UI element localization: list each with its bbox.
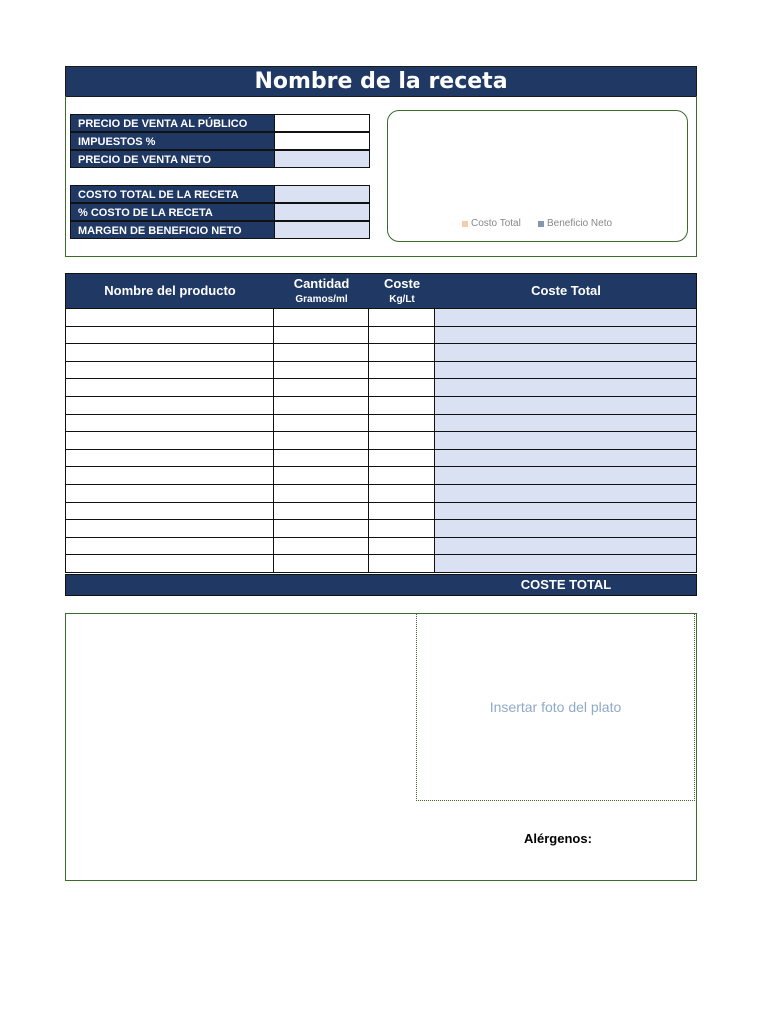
table-row bbox=[65, 362, 697, 380]
total-cost-value bbox=[274, 185, 370, 203]
cell-cost[interactable] bbox=[368, 450, 435, 468]
ingredients-body bbox=[65, 309, 697, 573]
price-public-input[interactable] bbox=[274, 114, 370, 132]
cell-product[interactable] bbox=[65, 344, 274, 362]
cell-product[interactable] bbox=[65, 503, 274, 521]
table-row bbox=[65, 327, 697, 345]
cell-total bbox=[434, 379, 697, 397]
cell-quantity[interactable] bbox=[273, 397, 369, 415]
cell-quantity[interactable] bbox=[273, 362, 369, 380]
cell-product[interactable] bbox=[65, 327, 274, 345]
cell-total bbox=[434, 344, 697, 362]
margin-value bbox=[274, 221, 370, 239]
tax-label: IMPUESTOS % bbox=[70, 132, 274, 150]
table-row bbox=[65, 555, 697, 573]
cell-quantity[interactable] bbox=[273, 503, 369, 521]
allergens-label: Alérgenos: bbox=[524, 831, 592, 846]
cell-total bbox=[434, 450, 697, 468]
cell-product[interactable] bbox=[65, 520, 274, 538]
table-row bbox=[65, 344, 697, 362]
legend-item-profit bbox=[538, 218, 612, 229]
cell-cost[interactable] bbox=[368, 467, 435, 485]
cell-total bbox=[434, 555, 697, 573]
ingredients-header bbox=[65, 273, 697, 309]
header-quantity-label: Cantidad bbox=[293, 276, 350, 291]
photo-placeholder[interactable] bbox=[416, 613, 695, 801]
cell-quantity[interactable] bbox=[273, 309, 369, 327]
cell-total bbox=[434, 503, 697, 521]
header-product: Nombre del producto bbox=[104, 283, 236, 298]
legend-swatch-profit bbox=[538, 221, 544, 227]
table-row bbox=[65, 397, 697, 415]
cost-chart[interactable] bbox=[387, 110, 688, 242]
cell-product[interactable] bbox=[65, 309, 274, 327]
cell-total bbox=[434, 432, 697, 450]
cost-percent-label: % COSTO DE LA RECETA bbox=[70, 203, 274, 221]
tax-input[interactable] bbox=[274, 132, 370, 150]
cell-product[interactable] bbox=[65, 397, 274, 415]
cell-quantity[interactable] bbox=[273, 327, 369, 345]
cost-percent-value bbox=[274, 203, 370, 221]
table-row bbox=[65, 485, 697, 503]
cell-cost[interactable] bbox=[368, 415, 435, 433]
table-row bbox=[65, 467, 697, 485]
cell-cost[interactable] bbox=[368, 520, 435, 538]
legend-swatch-cost bbox=[462, 221, 468, 227]
header-cost-unit: Kg/Lt bbox=[389, 294, 415, 305]
legend-item-cost bbox=[462, 218, 521, 229]
table-row bbox=[65, 432, 697, 450]
cell-quantity[interactable] bbox=[273, 467, 369, 485]
margin-label: MARGEN DE BENEFICIO NETO bbox=[70, 221, 274, 239]
cell-cost[interactable] bbox=[368, 503, 435, 521]
table-row bbox=[65, 379, 697, 397]
recipe-title[interactable]: Nombre de la receta bbox=[65, 66, 697, 97]
cell-product[interactable] bbox=[65, 450, 274, 468]
header-total: Coste Total bbox=[531, 283, 601, 298]
total-cost-label: COSTO TOTAL DE LA RECETA bbox=[70, 185, 274, 203]
net-price-label: PRECIO DE VENTA NETO bbox=[70, 150, 274, 168]
cell-cost[interactable] bbox=[368, 485, 435, 503]
cell-cost[interactable] bbox=[368, 432, 435, 450]
cell-total bbox=[434, 467, 697, 485]
cell-quantity[interactable] bbox=[273, 555, 369, 573]
cell-quantity[interactable] bbox=[273, 538, 369, 556]
price-label: PRECIO DE VENTA AL PÚBLICO bbox=[70, 114, 274, 132]
cell-product[interactable] bbox=[65, 415, 274, 433]
net-price-value bbox=[274, 150, 370, 168]
cell-quantity[interactable] bbox=[273, 432, 369, 450]
cell-product[interactable] bbox=[65, 467, 274, 485]
cell-cost[interactable] bbox=[368, 309, 435, 327]
cell-total bbox=[434, 415, 697, 433]
cell-cost[interactable] bbox=[368, 538, 435, 556]
photo-placeholder-text: Insertar foto del plato bbox=[489, 699, 622, 715]
cell-product[interactable] bbox=[65, 555, 274, 573]
cell-product[interactable] bbox=[65, 538, 274, 556]
legend-label-profit: Beneficio Neto bbox=[547, 218, 613, 229]
table-row bbox=[65, 415, 697, 433]
table-row bbox=[65, 503, 697, 521]
cell-total bbox=[434, 327, 697, 345]
cell-cost[interactable] bbox=[368, 379, 435, 397]
header-cost bbox=[369, 274, 435, 308]
cell-product[interactable] bbox=[65, 432, 274, 450]
cell-quantity[interactable] bbox=[273, 415, 369, 433]
cell-cost[interactable] bbox=[368, 327, 435, 345]
cell-cost[interactable] bbox=[368, 555, 435, 573]
cell-product[interactable] bbox=[65, 362, 274, 380]
cell-cost[interactable] bbox=[368, 344, 435, 362]
header-quantity-unit: Gramos/ml bbox=[295, 294, 348, 305]
cell-quantity[interactable] bbox=[273, 485, 369, 503]
header-quantity bbox=[274, 274, 369, 308]
cell-total bbox=[434, 397, 697, 415]
cell-total bbox=[434, 520, 697, 538]
cell-total bbox=[434, 362, 697, 380]
cell-quantity[interactable] bbox=[273, 379, 369, 397]
cell-cost[interactable] bbox=[368, 397, 435, 415]
cell-quantity[interactable] bbox=[273, 520, 369, 538]
cell-cost[interactable] bbox=[368, 362, 435, 380]
cell-total bbox=[434, 309, 697, 327]
cell-total bbox=[434, 485, 697, 503]
table-row bbox=[65, 520, 697, 538]
cell-quantity[interactable] bbox=[273, 344, 369, 362]
table-row bbox=[65, 450, 697, 468]
legend-label-cost: Costo Total bbox=[471, 218, 521, 229]
table-row bbox=[65, 538, 697, 556]
cell-product[interactable] bbox=[65, 485, 274, 503]
footer-total-label: COSTE TOTAL bbox=[520, 577, 612, 592]
cell-total bbox=[434, 538, 697, 556]
ingredients-footer bbox=[65, 574, 697, 596]
header-cost-label: Coste bbox=[383, 276, 421, 291]
cell-quantity[interactable] bbox=[273, 450, 369, 468]
table-row bbox=[65, 309, 697, 327]
cell-product[interactable] bbox=[65, 379, 274, 397]
